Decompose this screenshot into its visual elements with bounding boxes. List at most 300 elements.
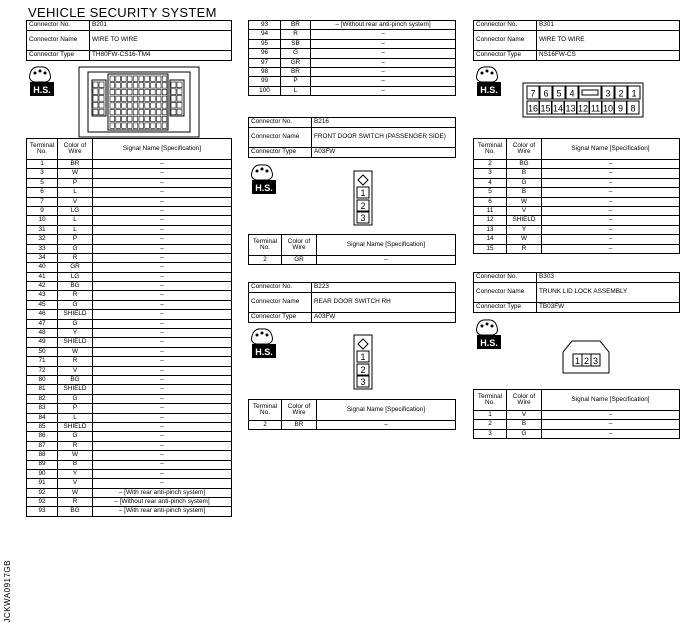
table-row <box>27 375 232 384</box>
terminal-no-cell: 3 <box>474 169 507 178</box>
signal-name-cell: – <box>317 421 456 430</box>
wire-color-cell: R <box>281 30 311 39</box>
wire-color-cell: P <box>58 404 93 413</box>
col-signal-name: Signal Name [Specification] <box>317 400 456 421</box>
table-row <box>27 357 232 366</box>
wire-color-cell: R <box>58 498 93 507</box>
terminal-no-cell: 2 <box>249 256 282 265</box>
signal-name-cell: – <box>93 375 232 384</box>
table-row <box>474 244 680 253</box>
wire-color-cell: BG <box>507 160 542 169</box>
signal-name-cell: – <box>93 253 232 262</box>
wire-color-cell: P <box>58 178 93 187</box>
terminal-table-b223 <box>248 399 456 430</box>
table-row <box>474 225 680 234</box>
terminal-no-cell: 49 <box>27 338 58 347</box>
wire-color-cell: G <box>58 394 93 403</box>
label: Connector Type <box>249 313 312 323</box>
signal-name-cell: – <box>93 216 232 225</box>
signal-name-cell: – <box>311 77 456 86</box>
signal-name-cell: – [Without rear anti-pinch system] <box>311 21 456 30</box>
connector-no: B303 <box>537 273 680 283</box>
terminal-table-b301 <box>473 138 680 254</box>
signal-name-cell: – <box>542 225 680 234</box>
signal-name-cell: – <box>93 319 232 328</box>
terminal-no-cell: 82 <box>27 394 58 403</box>
signal-name-cell: – <box>542 197 680 206</box>
signal-name-cell: – <box>542 235 680 244</box>
table-row <box>27 432 232 441</box>
wire-color-cell: G <box>58 244 93 253</box>
table-row <box>27 329 232 338</box>
connector-face-b303 <box>562 340 610 374</box>
wire-color-cell: SHIELD <box>58 310 93 319</box>
wire-color-cell: V <box>507 411 542 420</box>
table-row <box>474 429 680 438</box>
harness-side-icon <box>248 162 280 196</box>
terminal-no-cell: 31 <box>27 225 58 234</box>
wire-color-cell: G <box>507 429 542 438</box>
label: Connector Type <box>249 148 312 158</box>
wire-color-cell: W <box>507 197 542 206</box>
wire-color-cell: B <box>58 460 93 469</box>
connector-face-b223 <box>350 334 376 390</box>
wire-color-cell: B <box>507 188 542 197</box>
label: Connector Type <box>474 51 537 61</box>
col-signal-name: Signal Name [Specification] <box>542 390 680 411</box>
terminal-no-cell: 91 <box>27 479 58 488</box>
pin-label: 12 <box>577 103 589 114</box>
terminal-no-cell: 50 <box>27 347 58 356</box>
table-row <box>249 67 456 76</box>
connector-no: B201 <box>90 21 232 31</box>
pin-label: 1 <box>360 352 366 362</box>
terminal-no-cell: 6 <box>27 188 58 197</box>
wire-color-cell: SB <box>281 39 311 48</box>
table-row <box>27 488 232 497</box>
col-terminal-no: Terminal No. <box>474 390 507 411</box>
terminal-no-cell: 14 <box>474 235 507 244</box>
terminal-table-b201-cont <box>248 20 456 96</box>
terminal-no-cell: 40 <box>27 263 58 272</box>
pin-label: 10 <box>602 103 614 114</box>
terminal-no-cell: 90 <box>27 469 58 478</box>
signal-name-cell: – <box>93 169 232 178</box>
terminal-table-b303 <box>473 389 680 439</box>
wire-color-cell: BR <box>58 160 93 169</box>
wire-color-cell: B <box>507 169 542 178</box>
hs-label: H.S. <box>480 338 498 348</box>
wire-color-cell: GR <box>58 263 93 272</box>
col-color-of-wire: Color of Wire <box>507 390 542 411</box>
wire-color-cell: LG <box>58 272 93 281</box>
table-row <box>27 169 232 178</box>
table-row <box>249 21 456 30</box>
terminal-no-cell: 97 <box>249 58 281 67</box>
table-row <box>27 413 232 422</box>
wire-color-cell: G <box>58 432 93 441</box>
table-row <box>27 507 232 516</box>
signal-name-cell: – <box>542 178 680 187</box>
pin-label: 13 <box>565 103 576 114</box>
pin-label: 15 <box>540 103 551 114</box>
terminal-no-cell: 96 <box>249 49 281 58</box>
table-row <box>27 441 232 450</box>
signal-name-cell: – <box>93 244 232 253</box>
terminal-no-cell: 42 <box>27 282 58 291</box>
terminal-no-cell: 89 <box>27 460 58 469</box>
signal-name-cell: – <box>93 206 232 215</box>
wire-color-cell: GR <box>282 256 317 265</box>
terminal-no-cell: 48 <box>27 329 58 338</box>
wire-color-cell: BG <box>58 282 93 291</box>
terminal-no-cell: 72 <box>27 366 58 375</box>
signal-name-cell: – [Without rear anti-pinch system] <box>93 498 232 507</box>
terminal-no-cell: 95 <box>249 39 281 48</box>
hs-label: H.S. <box>33 85 51 95</box>
table-row <box>27 300 232 309</box>
terminal-no-cell: 43 <box>27 291 58 300</box>
terminal-no-cell: 15 <box>474 244 507 253</box>
table-row <box>474 411 680 420</box>
wire-color-cell: L <box>58 216 93 225</box>
signal-name-cell: – <box>93 160 232 169</box>
pin-label: 2 <box>583 356 590 366</box>
terminal-table-b201 <box>26 138 232 517</box>
wire-color-cell: G <box>58 300 93 309</box>
connector-type: A03FW <box>312 313 456 323</box>
table-row <box>27 479 232 488</box>
terminal-no-cell: 45 <box>27 300 58 309</box>
label: Connector Name <box>474 283 537 303</box>
pin-label: 1 <box>631 88 637 99</box>
label: Connector No. <box>474 21 537 31</box>
col-color-of-wire: Color of Wire <box>282 400 317 421</box>
pin-label: 1 <box>360 188 366 198</box>
signal-name-cell: – <box>93 282 232 291</box>
connector-name: FRONT DOOR SWITCH (PASSENGER SIDE) <box>312 128 456 148</box>
signal-name-cell: – <box>93 263 232 272</box>
wire-color-cell: W <box>58 488 93 497</box>
pin-label: 14 <box>552 103 564 114</box>
wire-color-cell: R <box>58 441 93 450</box>
table-row <box>27 225 232 234</box>
wire-color-cell: W <box>507 235 542 244</box>
table-row <box>249 421 456 430</box>
wire-color-cell: W <box>58 169 93 178</box>
signal-name-cell: – [With rear anti-pinch system] <box>93 507 232 516</box>
label: Connector No. <box>474 273 537 283</box>
connector-info-b223 <box>248 282 456 323</box>
wire-color-cell: R <box>58 253 93 262</box>
signal-name-cell: – <box>93 225 232 234</box>
terminal-no-cell: 5 <box>27 178 58 187</box>
signal-name-cell: – <box>93 469 232 478</box>
signal-name-cell: – <box>93 291 232 300</box>
terminal-no-cell: 5 <box>474 188 507 197</box>
wire-color-cell: BG <box>58 375 93 384</box>
signal-name-cell: – <box>93 197 232 206</box>
terminal-no-cell: 11 <box>474 206 507 215</box>
wire-color-cell: L <box>58 188 93 197</box>
terminal-no-cell: 41 <box>27 272 58 281</box>
terminal-no-cell: 12 <box>474 216 507 225</box>
table-row <box>27 244 232 253</box>
signal-name-cell: – <box>93 329 232 338</box>
signal-name-cell: – <box>317 256 456 265</box>
label: Connector No. <box>249 283 312 293</box>
signal-name-cell: – <box>542 244 680 253</box>
terminal-no-cell: 80 <box>27 375 58 384</box>
signal-name-cell: – <box>93 188 232 197</box>
table-row <box>27 291 232 300</box>
signal-name-cell: – [With rear anti-pinch system] <box>93 488 232 497</box>
harness-side-icon <box>26 64 58 98</box>
pin-label: 3 <box>605 88 611 99</box>
wire-color-cell: R <box>507 244 542 253</box>
pin-label: 8 <box>630 103 636 114</box>
table-row <box>249 77 456 86</box>
table-row <box>27 469 232 478</box>
table-row <box>249 86 456 95</box>
terminal-no-cell: 100 <box>249 86 281 95</box>
wire-color-cell: P <box>281 77 311 86</box>
pin-label: 2 <box>618 88 624 99</box>
table-row <box>27 188 232 197</box>
col-signal-name: Signal Name [Specification] <box>542 139 680 160</box>
signal-name-cell: – <box>93 451 232 460</box>
harness-side-icon <box>473 317 505 351</box>
table-row <box>249 49 456 58</box>
terminal-no-cell: 34 <box>27 253 58 262</box>
terminal-no-cell: 13 <box>474 225 507 234</box>
terminal-table-b216 <box>248 234 456 265</box>
wire-color-cell: BR <box>281 67 311 76</box>
table-row <box>27 178 232 187</box>
table-row <box>474 169 680 178</box>
wire-color-cell: V <box>58 366 93 375</box>
signal-name-cell: – <box>93 394 232 403</box>
terminal-no-cell: 3 <box>27 169 58 178</box>
connector-face-b216 <box>350 170 376 226</box>
terminal-no-cell: 71 <box>27 357 58 366</box>
terminal-no-cell: 7 <box>27 197 58 206</box>
terminal-no-cell: 2 <box>249 421 282 430</box>
table-row <box>474 235 680 244</box>
connector-face-b301 <box>517 82 649 118</box>
signal-name-cell: – <box>93 178 232 187</box>
table-row <box>27 310 232 319</box>
signal-name-cell: – <box>93 272 232 281</box>
label: Connector No. <box>249 118 312 128</box>
terminal-no-cell: 88 <box>27 451 58 460</box>
signal-name-cell: – <box>93 235 232 244</box>
wire-color-cell: B <box>507 420 542 429</box>
table-row <box>27 319 232 328</box>
terminal-no-cell: 1 <box>474 411 507 420</box>
hs-label: H.S. <box>255 183 273 193</box>
connector-type: TB03FW <box>537 303 680 313</box>
signal-name-cell: – <box>93 460 232 469</box>
signal-name-cell: – <box>311 58 456 67</box>
terminal-no-cell: 6 <box>474 197 507 206</box>
terminal-no-cell: 10 <box>27 216 58 225</box>
terminal-no-cell: 98 <box>249 67 281 76</box>
col-signal-name: Signal Name [Specification] <box>93 139 232 160</box>
signal-name-cell: – <box>93 357 232 366</box>
signal-name-cell: – <box>93 310 232 319</box>
terminal-no-cell: 32 <box>27 235 58 244</box>
connector-type: NS16FW-CS <box>537 51 680 61</box>
terminal-no-cell: 81 <box>27 385 58 394</box>
terminal-no-cell: 33 <box>27 244 58 253</box>
table-row <box>27 385 232 394</box>
table-row <box>474 178 680 187</box>
pin-label: 11 <box>590 103 601 114</box>
table-row <box>27 404 232 413</box>
wire-color-cell: SHIELD <box>58 422 93 431</box>
wire-color-cell: LG <box>58 206 93 215</box>
wire-color-cell: G <box>58 319 93 328</box>
signal-name-cell: – <box>93 385 232 394</box>
table-row <box>27 347 232 356</box>
wire-color-cell: V <box>58 197 93 206</box>
terminal-no-cell: 1 <box>27 160 58 169</box>
terminal-no-cell: 92 <box>27 488 58 497</box>
table-row <box>27 206 232 215</box>
signal-name-cell: – <box>311 67 456 76</box>
signal-name-cell: – <box>542 429 680 438</box>
table-row <box>474 188 680 197</box>
connector-no: B223 <box>312 283 456 293</box>
label: Connector Name <box>249 293 312 313</box>
wire-color-cell: GR <box>281 58 311 67</box>
terminal-no-cell: 46 <box>27 310 58 319</box>
connector-info-b201 <box>26 20 232 61</box>
signal-name-cell: – <box>542 160 680 169</box>
col-color-of-wire: Color of Wire <box>58 139 93 160</box>
wire-color-cell: R <box>58 291 93 300</box>
signal-name-cell: – <box>93 300 232 309</box>
connector-info-b301 <box>473 20 680 61</box>
terminal-no-cell: 83 <box>27 404 58 413</box>
connector-name: TRUNK LID LOCK ASSEMBLY <box>537 283 680 303</box>
signal-name-cell: – <box>542 169 680 178</box>
terminal-no-cell: 9 <box>27 206 58 215</box>
label: Connector Name <box>27 31 90 51</box>
label: Connector No. <box>27 21 90 31</box>
connector-type: TH80FW-CS16-TM4 <box>90 51 232 61</box>
terminal-no-cell: 99 <box>249 77 281 86</box>
terminal-no-cell: 2 <box>474 160 507 169</box>
signal-name-cell: – <box>311 39 456 48</box>
pin-label: 9 <box>617 103 624 114</box>
wire-color-cell: G <box>507 178 542 187</box>
signal-name-cell: – <box>93 441 232 450</box>
signal-name-cell: – <box>93 432 232 441</box>
terminal-no-cell: 47 <box>27 319 58 328</box>
table-row <box>27 216 232 225</box>
table-row <box>27 272 232 281</box>
col-terminal-no: Terminal No. <box>249 235 282 256</box>
signal-name-cell: – <box>542 420 680 429</box>
col-terminal-no: Terminal No. <box>249 400 282 421</box>
wire-color-cell: V <box>58 479 93 488</box>
signal-name-cell: – <box>93 338 232 347</box>
connector-name: REAR DOOR SWITCH RH <box>312 293 456 313</box>
table-row <box>27 451 232 460</box>
table-row <box>27 460 232 469</box>
table-row <box>474 197 680 206</box>
table-row <box>27 338 232 347</box>
pin-label: 3 <box>360 377 366 387</box>
connector-type: A03FW <box>312 148 456 158</box>
terminal-no-cell: 3 <box>474 429 507 438</box>
col-terminal-no: Terminal No. <box>474 139 507 160</box>
pin-label: 3 <box>592 356 599 366</box>
pin-label: 5 <box>556 88 562 99</box>
terminal-no-cell: 86 <box>27 432 58 441</box>
table-row <box>474 420 680 429</box>
wire-color-cell: SHIELD <box>58 385 93 394</box>
terminal-no-cell: 93 <box>27 507 58 516</box>
pin-label: 2 <box>360 201 366 211</box>
label: Connector Name <box>249 128 312 148</box>
signal-name-cell: – <box>93 347 232 356</box>
label: Connector Type <box>27 51 90 61</box>
table-row <box>249 58 456 67</box>
wire-color-cell: V <box>507 206 542 215</box>
wire-color-cell: BR <box>281 21 311 30</box>
wire-color-cell: L <box>58 413 93 422</box>
wire-color-cell: BR <box>282 421 317 430</box>
terminal-no-cell: 84 <box>27 413 58 422</box>
table-row <box>249 30 456 39</box>
connector-no: B301 <box>537 21 680 31</box>
connector-name: WIRE TO WIRE <box>90 31 232 51</box>
wire-color-cell: W <box>58 347 93 356</box>
signal-name-cell: – <box>93 404 232 413</box>
page-title: VEHICLE SECURITY SYSTEM <box>28 5 217 20</box>
pin-label: 6 <box>543 88 549 99</box>
wire-color-cell: R <box>58 357 93 366</box>
signal-name-cell: – <box>93 413 232 422</box>
signal-name-cell: – <box>311 49 456 58</box>
table-row <box>27 422 232 431</box>
wire-color-cell: L <box>58 225 93 234</box>
hs-label: H.S. <box>255 347 273 357</box>
terminal-no-cell: 87 <box>27 441 58 450</box>
table-row <box>474 206 680 215</box>
terminal-no-cell: 92 <box>27 498 58 507</box>
terminal-no-cell: 85 <box>27 422 58 431</box>
pin-label: 7 <box>530 88 536 99</box>
table-row <box>27 197 232 206</box>
table-row <box>27 366 232 375</box>
col-color-of-wire: Color of Wire <box>282 235 317 256</box>
wire-color-cell: Y <box>58 469 93 478</box>
terminal-no-cell: 93 <box>249 21 281 30</box>
signal-name-cell: – <box>311 30 456 39</box>
wire-color-cell: L <box>281 86 311 95</box>
connector-name: WIRE TO WIRE <box>537 31 680 51</box>
col-signal-name: Signal Name [Specification] <box>317 235 456 256</box>
table-row <box>27 498 232 507</box>
signal-name-cell: – <box>311 86 456 95</box>
wire-color-cell: Y <box>507 225 542 234</box>
connector-face-b201 <box>78 66 200 138</box>
signal-name-cell: – <box>93 366 232 375</box>
